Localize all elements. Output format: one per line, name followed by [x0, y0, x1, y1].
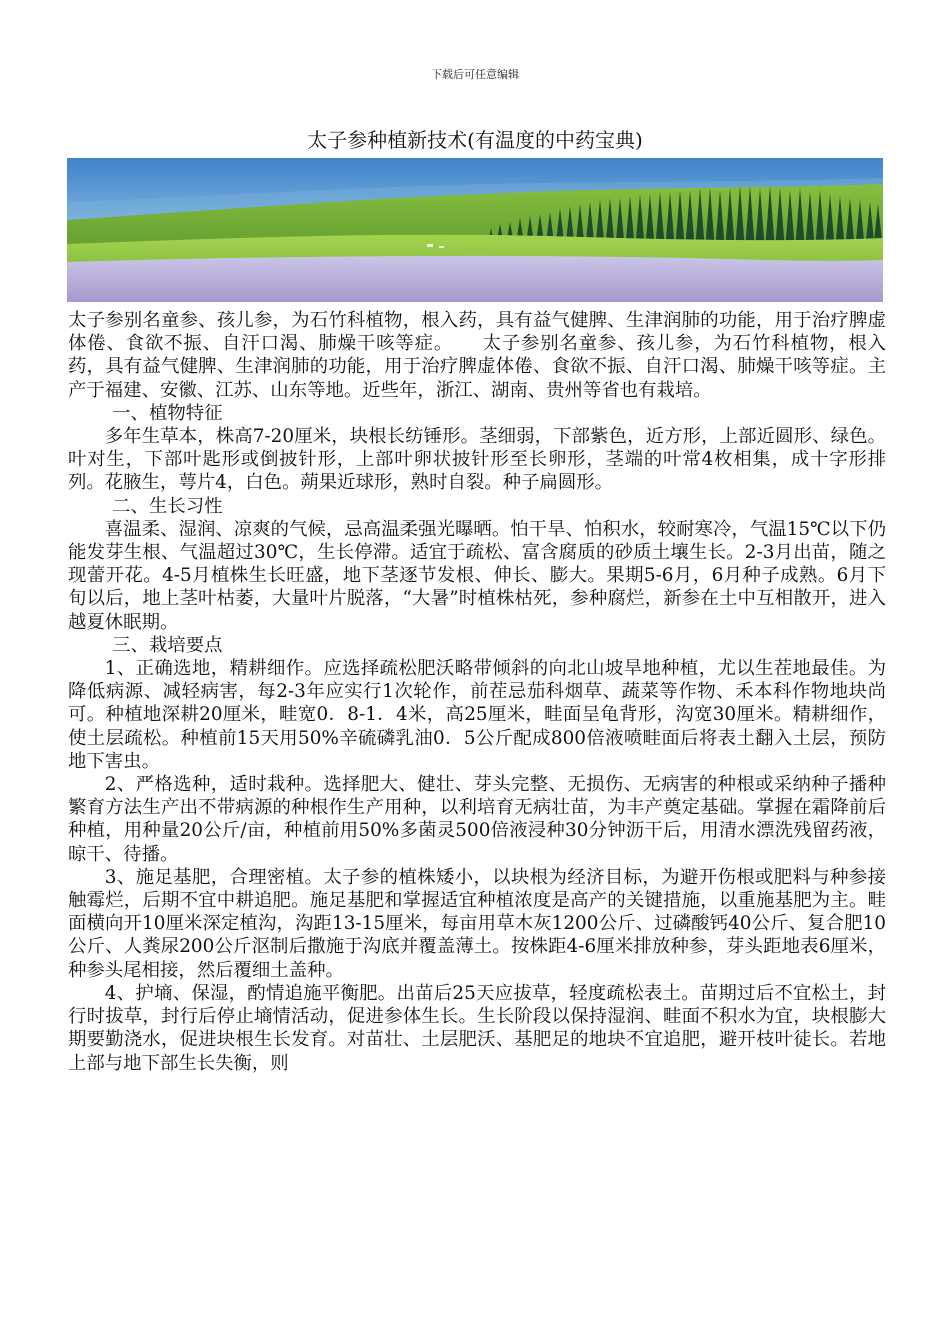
body-paragraph: 4、护墒、保湿，酌情追施平衡肥。出苗后25天应拔草，轻度疏松表土。苗期过后不宜松土，封行时拔草，封行后停止墒情活动，促进参体生长。生长阶段以保持湿润、畦面不积水为宜，块根膨大期要勤浇水，促进块根生长发育。对苗壮、土层肥沃、基肥足的地块不宜追肥，避开枝叶徒长。若地上部与地下部生长失衡，则	[68, 982, 886, 1074]
document-body	[68, 309, 886, 1075]
body-paragraph: 喜温柔、湿润、凉爽的气候，忌高温柔强光曝晒。怕干旱、怕积水，较耐寒冷，气温15℃以下仍能发芽生根、气温超过30℃，生长停滞。适宜于疏松、富含腐质的砂质土壤生长。2-3月出苗，随之现蕾开花。4-5月植株生长旺盛，地下茎逐节发根、伸长、膨大。果期5-6月，6月种子成熟。6月下旬以后，地上茎叶枯萎，大量叶片脱落，“大暑”时植株枯死，参种腐烂，新参在土中互相散开，进入越夏休眠期。	[68, 518, 886, 633]
landscape-photo-icon	[67, 158, 883, 302]
body-paragraph: 多年生草本，株高7-20厘米，块根长纺锤形。茎细弱，下部紫色，近方形，上部近圆形、绿色。叶对生，下部叶匙形或倒披针形，上部叶卵状披针形至长卵形，茎端的叶常4枚相集，成十字形排列。花腋生，萼片4，白色。蒴果近球形，熟时自裂。种子扁圆形。	[68, 426, 886, 494]
section-heading: 一、植物特征	[112, 402, 223, 424]
body-paragraph: 3、施足基肥，合理密植。太子参的植株矮小，以块根为经济目标，为避开伤根或肥料与种参接触霉烂，后期不宜中耕追肥。施足基肥和掌握适宜种植浓度是高产的关键措施，以重施基肥为主。畦面横向开10厘米深定植沟，沟距13-15厘米，每亩用草木灰1200公斤、过磷酸钙40公斤、复合肥10公斤、人粪尿200公斤沤制后撒施于沟底并覆盖薄土。按株距4-6厘米排放种参，芽头距地表6厘米，种参头尾相接，然后覆细土盖种。	[68, 866, 886, 981]
document-title: 太子参种植新技术(有温度的中药宝典)	[307, 128, 643, 152]
body-paragraph: 2、严格选种，适时栽种。选择肥大、健壮、芽头完整、无损伤、无病害的种根或采纳种子播种繁育方法生产出不带病源的种根作生产用种，以利培育无病壮苗，为丰产奠定基础。掌握在霜降前后种植，用种量20公斤/亩，种植前用50%多菌灵500倍液浸种30分钟沥干后，用清水漂洗残留药液，晾干、待播。	[68, 774, 886, 865]
section-heading: 二、生长习性	[112, 495, 223, 517]
body-paragraph: 1、正确选地，精耕细作。应选择疏松肥沃略带倾斜的向北山坡旱地种植，尤以生茬地最佳。为降低病源、减轻病害，每2-3年应实行1次轮作，前茬忌茄科烟草、蔬菜等作物、禾本科作物地块尚可。种植地深耕20厘米，畦宽0．8-1．4米，高25厘米，畦面呈龟背形，沟宽30厘米。精耕细作，使土层疏松。种植前15天用50%辛硫磷乳油0．5公斤配成800倍液喷畦面后将表土翻入土层，预防地下害虫。	[68, 658, 886, 772]
landscape-banner-image	[67, 158, 883, 302]
section-heading: 三、栽培要点	[112, 634, 223, 656]
intro-paragraph: 太子参别名童参、孩儿参，为石竹科植物，根入药，具有益气健脾、生津润肺的功能，用于治疗脾虚体倦、食欲不振、自汗口渴、肺燥干咳等症。 太子参别名童参、孩儿参，为石竹科植物，根入药，具有益气健脾、生津润肺的功能，用于治疗脾虚体倦、食欲不振、自汗口渴、肺燥干咳等症。主产于福建、安徽、江苏、山东等地。近些年，浙江、湖南、贵州等省也有栽培。	[68, 310, 886, 401]
header-note: 下载后可任意编辑	[431, 68, 519, 81]
